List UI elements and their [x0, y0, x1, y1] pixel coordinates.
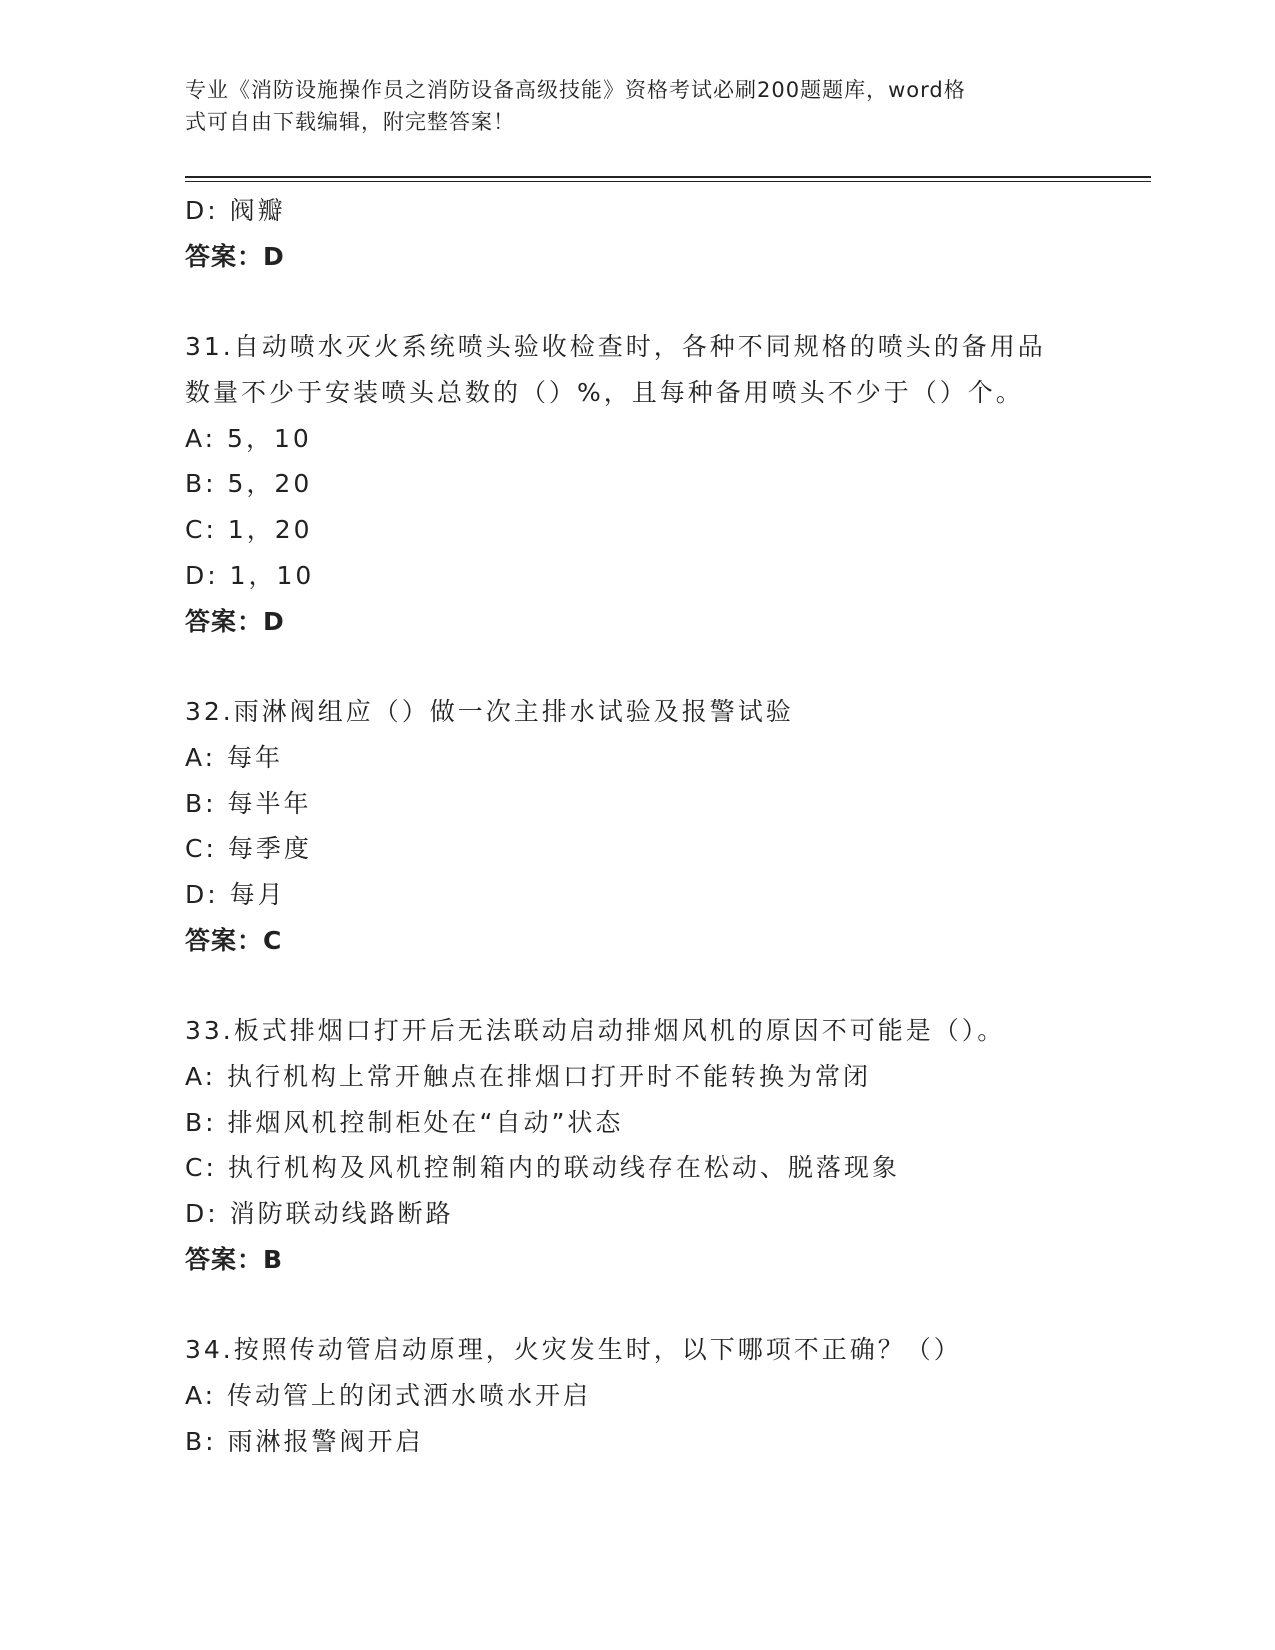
answer-line: 答案：B: [185, 1244, 284, 1274]
question-stem: 33.板式排烟口打开后无法联动启动排烟风机的原因不可能是（）。: [185, 1016, 1006, 1046]
option-a: A: 每年: [185, 742, 284, 772]
question-stem: 31.自动喷水灭火系统喷头验收检查时，各种不同规格的喷头的备用品: [185, 332, 1046, 362]
option-d: D: 1，10: [185, 560, 315, 590]
option-b: B: 5，20: [185, 469, 313, 499]
answer-line: 答案：C: [185, 925, 283, 955]
spacer: [185, 279, 1145, 324]
option-d: D: 消防联动线路断路: [185, 1199, 454, 1229]
question-stem: 32.雨淋阀组应（）做一次主排水试验及报警试验: [185, 697, 794, 727]
answer-line: 答案：D: [185, 241, 285, 271]
question-31: [185, 324, 1145, 644]
header-divider-thick: [185, 176, 1151, 178]
spacer: [185, 644, 1145, 689]
question-content: [185, 188, 1145, 1465]
option-a: A: 5，10: [185, 423, 312, 453]
option-c: C: 执行机构及风机控制箱内的联动线存在松动、脱落现象: [185, 1153, 900, 1183]
question-stem-continued: 数量不少于安装喷头总数的（）%，且每种备用喷头不少于（）个。: [185, 378, 1024, 408]
option-b: B: 排烟风机控制柜处在“自动”状态: [185, 1107, 624, 1137]
option-d: D: 每月: [185, 879, 286, 909]
question-33: [185, 1008, 1145, 1282]
header-line-2: 式可自由下载编辑，附完整答案！: [185, 110, 515, 134]
header-divider-thin: [185, 181, 1151, 182]
option-d: D: 阀瓣: [185, 196, 286, 225]
question-32: [185, 689, 1145, 963]
option-a: A: 传动管上的闭式洒水喷水开启: [185, 1381, 592, 1411]
answer-line: 答案：D: [185, 606, 285, 636]
option-a: A: 执行机构上常开触点在排烟口打开时不能转换为常闭: [185, 1062, 872, 1091]
option-c: C: 1，20: [185, 515, 313, 545]
header-line-1: 专业《消防设施操作员之消防设备高级技能》资格考试必刷200题题库，word格: [185, 78, 966, 102]
option-c: C: 每季度: [185, 834, 312, 864]
question-stem: 34.按照传动管启动原理，火灾发生时，以下哪项不正确？（）: [185, 1335, 962, 1365]
spacer: [185, 963, 1145, 1008]
option-b: B: 每半年: [185, 788, 312, 818]
option-b: B: 雨淋报警阀开启: [185, 1426, 424, 1456]
spacer: [185, 1282, 1145, 1327]
question-34: [185, 1327, 1145, 1464]
document-header: [185, 74, 1065, 138]
